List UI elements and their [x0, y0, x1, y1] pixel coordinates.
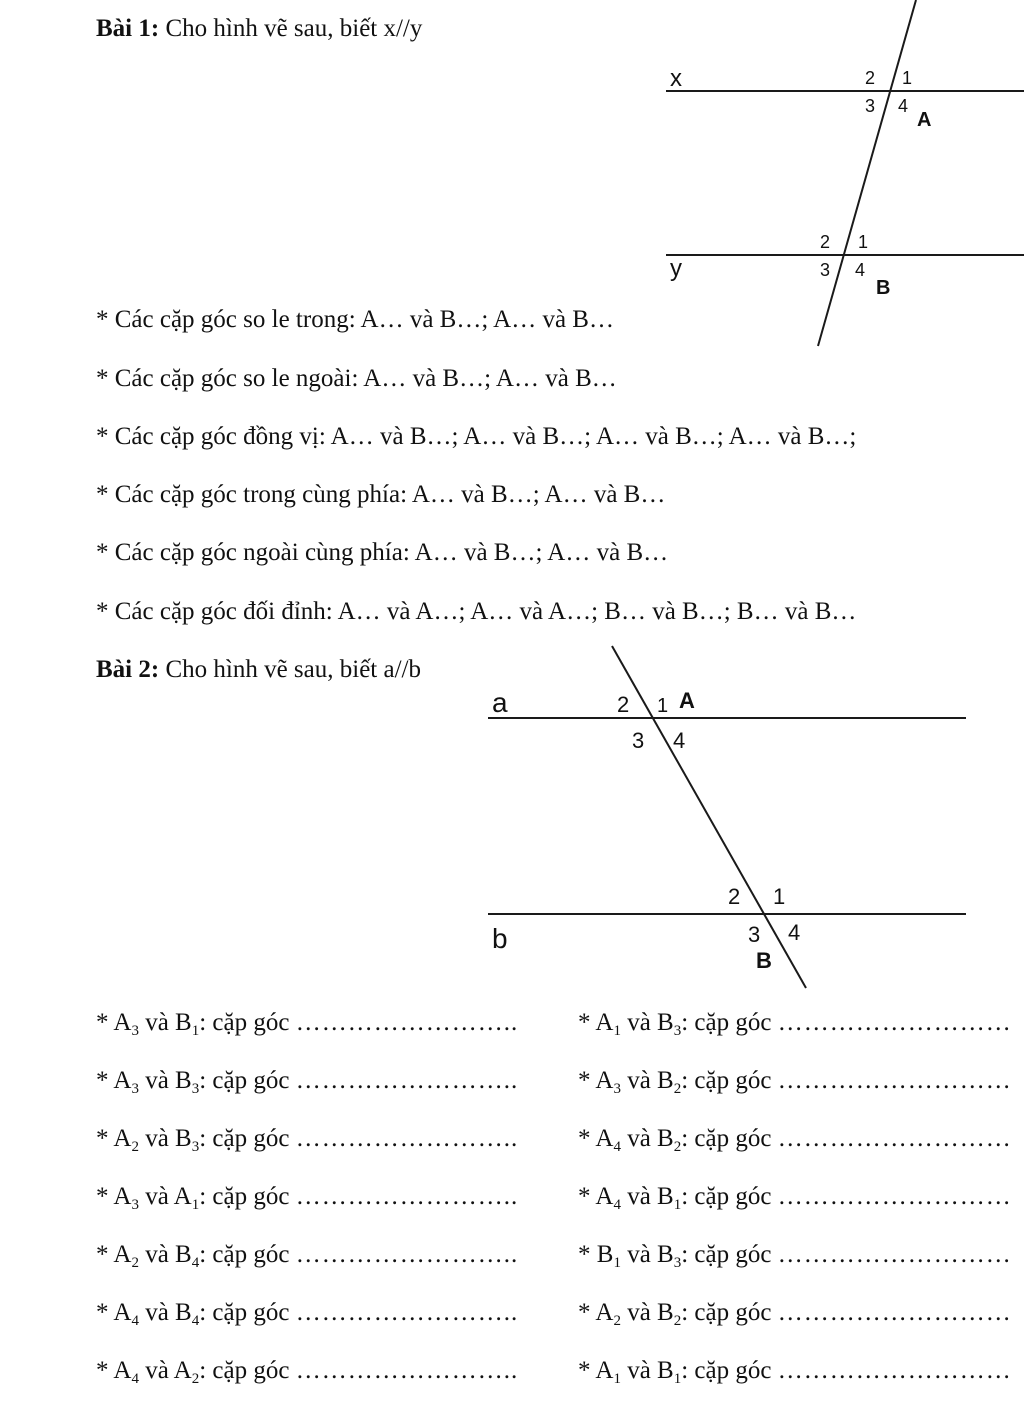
angle-point: A	[113, 1183, 132, 1210]
bai2-item-6-left	[96, 1298, 518, 1328]
conjunction: và	[138, 1009, 176, 1036]
angle-b2: 2	[820, 232, 831, 252]
point-a: A	[679, 688, 695, 713]
bai2-figure	[480, 640, 980, 995]
bai2-item-7-left	[96, 1356, 518, 1386]
angle-1a: 1	[657, 695, 669, 717]
angle-point: A	[173, 1357, 192, 1384]
angle-index: 3	[191, 1081, 200, 1097]
answer-prompt: : cặp góc	[199, 1067, 296, 1094]
angle-index: 1	[191, 1023, 200, 1039]
angle-b1: 1	[858, 232, 869, 252]
answer-prompt: : cặp góc	[199, 1183, 296, 1210]
transversal-2	[612, 646, 806, 988]
angle-point: A	[113, 1067, 132, 1094]
bai1-title	[96, 14, 422, 44]
angle-point: A	[113, 1299, 132, 1326]
angle-index: 3	[191, 1139, 200, 1155]
bullet: *	[578, 1183, 596, 1210]
answer-prompt: : cặp góc	[199, 1299, 296, 1326]
point-b: B	[756, 948, 772, 973]
angle-index: 3	[131, 1023, 139, 1039]
conjunction: và	[138, 1125, 176, 1152]
angle-a1: 1	[902, 68, 913, 88]
conjunction: và	[620, 1299, 658, 1326]
conjunction: và	[620, 1009, 658, 1036]
bullet: *	[96, 1357, 114, 1384]
angle-index: 2	[613, 1313, 621, 1329]
angle-index: 4	[191, 1255, 200, 1271]
angle-point: B	[175, 1067, 192, 1094]
angle-point: B	[657, 1067, 674, 1094]
angle-3a: 3	[632, 728, 645, 753]
conjunction: và	[620, 1183, 658, 1210]
angle-index: 1	[613, 1255, 621, 1271]
bai2-item-3-left	[96, 1124, 518, 1154]
angle-1b: 1	[773, 884, 786, 909]
angle-index: 2	[673, 1139, 682, 1155]
angle-a4: 4	[898, 96, 909, 116]
conjunction: và	[138, 1183, 174, 1210]
bai1-title-text: Cho hình vẽ sau, biết x//y	[159, 15, 423, 42]
answer-prompt: : cặp góc	[681, 1299, 778, 1326]
bullet: *	[96, 1299, 114, 1326]
angle-index: 2	[673, 1081, 682, 1097]
angle-4a: 4	[673, 728, 686, 753]
bai2-item-2-right	[578, 1066, 1012, 1096]
answer-blank: ………………………	[777, 1357, 1012, 1384]
angle-index: 4	[131, 1371, 139, 1387]
answer-prompt: : cặp góc	[681, 1125, 778, 1152]
conjunction: và	[138, 1357, 174, 1384]
angle-b4: 4	[855, 260, 866, 280]
angle-2b: 2	[728, 884, 741, 909]
angle-index: 1	[613, 1023, 621, 1039]
answer-prompt: : cặp góc	[681, 1183, 778, 1210]
conjunction: và	[620, 1241, 658, 1268]
point-a: A	[917, 109, 932, 131]
angle-point: B	[175, 1299, 192, 1326]
angle-point: B	[657, 1009, 674, 1036]
bai2-item-3-right	[578, 1124, 1012, 1154]
angle-index: 2	[191, 1371, 200, 1387]
answer-prompt: : cặp góc	[681, 1241, 778, 1268]
bai2-item-4-right	[578, 1182, 1012, 1212]
angle-point: B	[657, 1241, 674, 1268]
bai2-item-1-right	[578, 1008, 1012, 1038]
angle-point: B	[657, 1183, 674, 1210]
bai2-item-1-left	[96, 1008, 518, 1038]
answer-prompt: : cặp góc	[199, 1241, 296, 1268]
conjunction: và	[620, 1125, 658, 1152]
bai2-item-7-right	[578, 1356, 1012, 1386]
bai2-item-6-right	[578, 1298, 1012, 1328]
bullet: *	[578, 1299, 596, 1326]
answer-prompt: : cặp góc	[199, 1009, 296, 1036]
angle-index: 2	[131, 1255, 139, 1271]
angle-4b: 4	[788, 920, 801, 945]
angle-b3: 3	[820, 260, 831, 280]
bai1-question-4: * Các cặp góc trong cùng phía: A… và B…; A… và B…	[96, 481, 666, 508]
conjunction: và	[620, 1067, 658, 1094]
angle-index: 1	[673, 1371, 682, 1387]
conjunction: và	[138, 1067, 176, 1094]
angle-point: A	[595, 1357, 614, 1384]
angle-index: 2	[673, 1313, 682, 1329]
conjunction: và	[138, 1241, 176, 1268]
bullet: *	[96, 1241, 114, 1268]
bai1-question-1: * Các cặp góc so le trong: A… và B…; A… và B…	[96, 306, 614, 333]
bai2-title	[96, 655, 421, 685]
bai1-figure	[660, 0, 1024, 350]
bai1-question-6: * Các cặp góc đối đỉnh: A… và A…; A… và A…; B… và B…; B… và B…	[96, 598, 857, 625]
bullet: *	[578, 1067, 596, 1094]
angle-index: 3	[131, 1081, 139, 1097]
answer-blank: ……………………..	[295, 1241, 519, 1268]
answer-prompt: : cặp góc	[681, 1357, 778, 1384]
label-y: y	[670, 255, 682, 282]
conjunction: và	[138, 1299, 176, 1326]
label-x: x	[670, 65, 682, 92]
answer-blank: ……………………..	[295, 1009, 519, 1036]
angle-point: A	[595, 1009, 614, 1036]
label-b: b	[492, 923, 508, 954]
angle-index: 4	[131, 1313, 139, 1329]
angle-point: B	[596, 1241, 614, 1268]
angle-point: B	[657, 1125, 674, 1152]
answer-blank: ……………………..	[295, 1299, 519, 1326]
bullet: *	[96, 1009, 114, 1036]
answer-blank: ………………………	[777, 1183, 1012, 1210]
bullet: *	[578, 1009, 596, 1036]
answer-prompt: : cặp góc	[681, 1009, 778, 1036]
angle-a2: 2	[865, 68, 876, 88]
angle-index: 3	[131, 1197, 139, 1213]
bai1-question-3: * Các cặp góc đồng vị: A… và B…; A… và B…; A… và B…; A… và B…;	[96, 423, 857, 450]
angle-index: 3	[613, 1081, 621, 1097]
angle-index: 2	[131, 1139, 139, 1155]
answer-blank: ………………………	[777, 1299, 1012, 1326]
bullet: *	[96, 1067, 114, 1094]
angle-point: B	[175, 1241, 192, 1268]
angle-index: 4	[613, 1139, 621, 1155]
bai2-title-text: Cho hình vẽ sau, biết a//b	[159, 656, 421, 683]
angle-point: A	[595, 1125, 614, 1152]
angle-index: 4	[191, 1313, 200, 1329]
angle-3b: 3	[748, 922, 761, 947]
answer-blank: ……………………..	[295, 1125, 519, 1152]
bai2-title-label: Bài 2:	[96, 656, 160, 683]
answer-prompt: : cặp góc	[199, 1125, 296, 1152]
angle-point: B	[175, 1009, 192, 1036]
conjunction: và	[620, 1357, 658, 1384]
angle-index: 1	[673, 1197, 682, 1213]
angle-point: A	[173, 1183, 192, 1210]
angle-point: B	[657, 1357, 674, 1384]
bullet: *	[96, 1183, 114, 1210]
bai2-item-4-left	[96, 1182, 518, 1212]
angle-point: A	[113, 1241, 132, 1268]
angle-point: A	[113, 1009, 132, 1036]
answer-blank: ………………………	[777, 1241, 1012, 1268]
bai1-title-label: Bài 1:	[96, 15, 160, 42]
point-b: B	[876, 277, 891, 299]
bullet: *	[578, 1241, 597, 1268]
bullet: *	[96, 1125, 114, 1152]
angle-point: A	[595, 1067, 614, 1094]
answer-blank: ……………………..	[295, 1067, 519, 1094]
angle-index: 1	[191, 1197, 200, 1213]
angle-index: 3	[673, 1255, 682, 1271]
angle-a3: 3	[865, 96, 876, 116]
angle-point: B	[175, 1125, 192, 1152]
angle-point: B	[657, 1299, 674, 1326]
answer-blank: ………………………	[777, 1067, 1012, 1094]
angle-point: A	[113, 1357, 132, 1384]
answer-prompt: : cặp góc	[199, 1357, 296, 1384]
angle-point: A	[595, 1299, 614, 1326]
angle-index: 3	[673, 1023, 682, 1039]
answer-blank: ………………………	[777, 1009, 1012, 1036]
bai2-item-2-left	[96, 1066, 518, 1096]
answer-prompt: : cặp góc	[681, 1067, 778, 1094]
bai2-item-5-left	[96, 1240, 518, 1270]
transversal-1	[818, 0, 916, 346]
angle-point: A	[595, 1183, 614, 1210]
bai2-item-5-right	[578, 1240, 1012, 1270]
bullet: *	[578, 1125, 596, 1152]
bai1-question-5: * Các cặp góc ngoài cùng phía: A… và B…; A… và B…	[96, 539, 669, 566]
answer-blank: ……………………..	[295, 1183, 519, 1210]
angle-2a: 2	[617, 692, 630, 717]
angle-index: 4	[613, 1197, 621, 1213]
answer-blank: ……………………..	[295, 1357, 519, 1384]
angle-point: A	[113, 1125, 132, 1152]
answer-blank: ………………………	[777, 1125, 1012, 1152]
label-a: a	[492, 687, 508, 718]
angle-index: 1	[613, 1371, 621, 1387]
bullet: *	[578, 1357, 596, 1384]
bai1-question-2: * Các cặp góc so le ngoài: A… và B…; A… và B…	[96, 365, 617, 392]
